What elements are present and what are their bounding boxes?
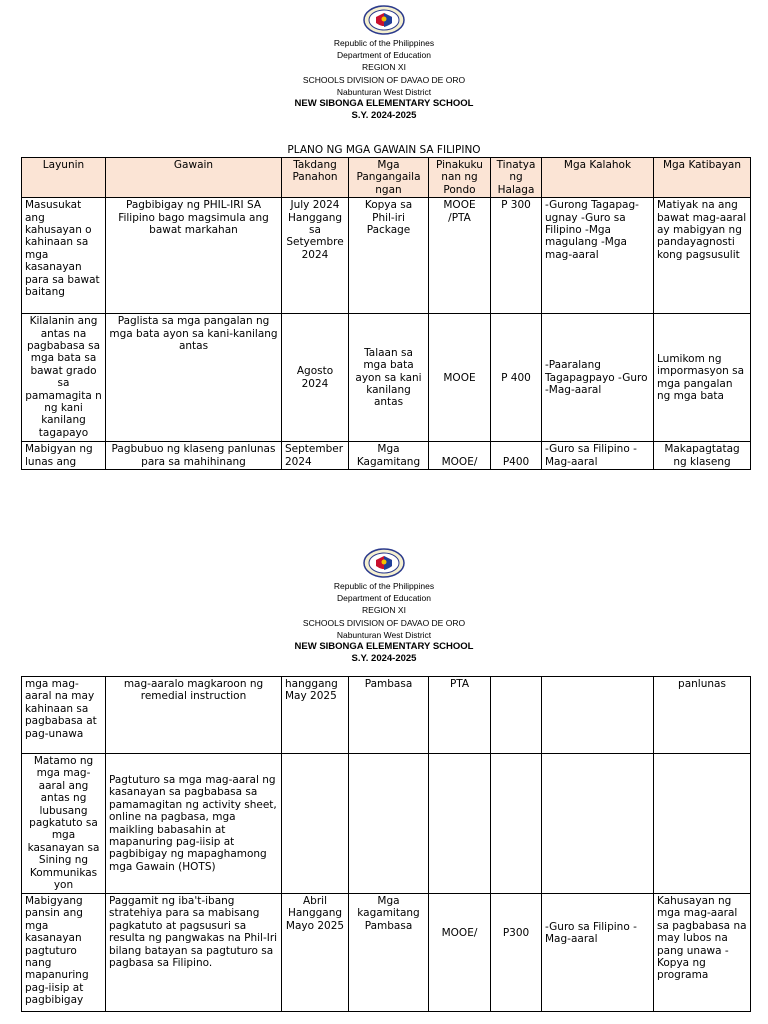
deped-seal-icon: [362, 548, 406, 578]
cell-katibayan: Matiyak na ang bawat mag-aaral ay mabigyan ng pandayagnosti kong pagsusulit: [654, 198, 751, 314]
cell-kalahok: -Paaralang Tagapagpayo -Guro -Mag-aaral: [542, 314, 654, 442]
header-district: Nabunturan West District: [336, 629, 432, 640]
cell-pangangailangan: Kopya sa Phil-iri Package: [349, 198, 429, 314]
cell-katibayan: Makapagtatag ng klaseng: [654, 442, 751, 470]
cell-gawain: Pagtuturo sa mga mag-aaral ng kasanayan sa pagbabasa sa pamamagitan ng activity sheet, online na pagbasa, mga maikling babasahin at mapanuring pag-iisip at pagbibigay ng mapaghamong mga Gawain (HOTS): [106, 754, 282, 894]
cell-halaga: [491, 677, 542, 754]
cell-pangangailangan: Talaan sa mga bata ayon sa kani kanilang antas: [349, 314, 429, 442]
col-head-halaga: Tinatya ng Halaga: [491, 158, 542, 198]
table-row: [22, 677, 751, 754]
header-region: REGION XI: [362, 605, 406, 616]
cell-katibayan: panlunas: [654, 677, 751, 754]
cell-halaga: P300: [491, 894, 542, 1012]
cell-layunin: Mabigyang pansin ang mga kasanayan pagtuturo nang mapanuring pag-iisip at pagbibigay: [22, 894, 106, 1012]
table-row: [22, 754, 751, 894]
cell-pangangailangan: [349, 754, 429, 894]
cell-gawain: Pagbibigay ng PHIL-IRI SA Filipino bago magsimula ang bawat markahan: [106, 198, 282, 314]
table-header-row: [22, 158, 751, 198]
header-school-year: S.Y. 2024-2025: [351, 653, 417, 665]
col-head-layunin: Layunin: [22, 158, 106, 198]
cell-pangangailangan: Pambasa: [349, 677, 429, 754]
cell-panahon: July 2024 Hanggang sa Setyembre 2024: [282, 198, 349, 314]
document-page-1: [0, 0, 768, 500]
table-row: [22, 442, 751, 470]
cell-pondo: MOOE: [429, 314, 491, 442]
header-department: Department of Education: [336, 593, 432, 604]
cell-gawain: Paglista sa mga pangalan ng mga bata ayon sa kani-kanilang antas: [106, 314, 282, 442]
cell-pangangailangan: Mga Kagamitang: [349, 442, 429, 470]
cell-halaga: P 400: [491, 314, 542, 442]
header-school-year: S.Y. 2024-2025: [351, 110, 417, 122]
header-region: REGION XI: [362, 62, 406, 73]
cell-layunin: Masusukat ang kahusayan o kahinaan sa mga kasanayan para sa bawat baitang: [22, 198, 106, 314]
cell-pondo: MOOE/: [429, 894, 491, 1012]
cell-kalahok: [542, 754, 654, 894]
header-division: SCHOOLS DIVISION OF DAVAO DE ORO: [302, 617, 466, 628]
plan-table-page-1: [21, 157, 751, 470]
cell-pondo: MOOE/: [429, 442, 491, 470]
header-department: Department of Education: [336, 50, 432, 61]
col-head-takdang-panahon: Takdang Panahon: [282, 158, 349, 198]
cell-panahon: [282, 754, 349, 894]
col-head-kalahok: Mga Kalahok: [542, 158, 654, 198]
table-row: [22, 314, 751, 442]
table-row: [22, 198, 751, 314]
cell-pondo: MOOE /PTA: [429, 198, 491, 314]
cell-layunin: mga mag-aaral na may kahinaan sa pagbabasa at pag-unawa: [22, 677, 106, 754]
header-school: NEW SIBONGA ELEMENTARY SCHOOL: [294, 641, 474, 653]
deped-seal-icon: [362, 5, 406, 35]
header-district: Nabunturan West District: [336, 86, 432, 97]
header-division: SCHOOLS DIVISION OF DAVAO DE ORO: [302, 74, 466, 85]
cell-panahon: hanggang May 2025: [282, 677, 349, 754]
cell-halaga: [491, 754, 542, 894]
cell-gawain: Paggamit ng iba't-ibang stratehiya para sa mabisang pagkatuto at pagsusuri sa resulta ng pangwakas na Phil-Iri bilang batayan sa pagtuturo sa pagbasa sa Filipino.: [106, 894, 282, 1012]
cell-katibayan: [654, 754, 751, 894]
table-row: [22, 894, 751, 1012]
header-republic: Republic of the Philippines: [333, 581, 435, 591]
cell-gawain: Pagbubuo ng klaseng panlunas para sa mahihinang: [106, 442, 282, 470]
cell-panahon: Agosto 2024: [282, 314, 349, 442]
header-school: NEW SIBONGA ELEMENTARY SCHOOL: [294, 98, 474, 110]
plan-title: PLANO NG MGA GAWAIN SA FILIPINO: [287, 144, 481, 156]
letterhead: [0, 548, 768, 665]
plan-table-page-2: [21, 676, 751, 1012]
cell-pangangailangan: Mga kagamitang Pambasa: [349, 894, 429, 1012]
col-head-katibayan: Mga Katibayan: [654, 158, 751, 198]
cell-layunin: Kilalanin ang antas na pagbabasa sa mga bata sa bawat grado sa pamamagita n ng kani kanilang tagapayo: [22, 314, 106, 442]
col-head-pangangailangan: Mga Pangangaila ngan: [349, 158, 429, 198]
cell-katibayan: Lumikom ng impormasyon sa mga pangalan ng mga bata: [654, 314, 751, 442]
cell-panahon: September 2024: [282, 442, 349, 470]
cell-layunin: Matamo ng mga mag-aaral ang antas ng lubusang pagkatuto sa mga kasanayan sa Sining ng Kommunikas yon: [22, 754, 106, 894]
cell-kalahok: -Guro sa Filipino -Mag-aaral: [542, 894, 654, 1012]
cell-halaga: P400: [491, 442, 542, 470]
col-head-pondo: Pinakuku nan ng Pondo: [429, 158, 491, 198]
cell-kalahok: -Gurong Tagapag-ugnay -Guro sa Filipino -Mga magulang -Mga mag-aaral: [542, 198, 654, 314]
header-republic: Republic of the Philippines: [333, 38, 435, 48]
cell-kalahok: -Guro sa Filipino -Mag-aaral: [542, 442, 654, 470]
cell-pondo: [429, 754, 491, 894]
cell-halaga: P 300: [491, 198, 542, 314]
letterhead: [0, 5, 768, 122]
cell-gawain: mag-aaralo magkaroon ng remedial instruction: [106, 677, 282, 754]
col-head-gawain: Gawain: [106, 158, 282, 198]
cell-layunin: Mabigyan ng lunas ang: [22, 442, 106, 470]
cell-kalahok: [542, 677, 654, 754]
cell-katibayan: Kahusayan ng mga mag-aaral sa pagbabasa na may lubos na pang unawa -Kopya ng programa: [654, 894, 751, 1012]
cell-panahon: Abril Hanggang Mayo 2025: [282, 894, 349, 1012]
cell-pondo: PTA: [429, 677, 491, 754]
